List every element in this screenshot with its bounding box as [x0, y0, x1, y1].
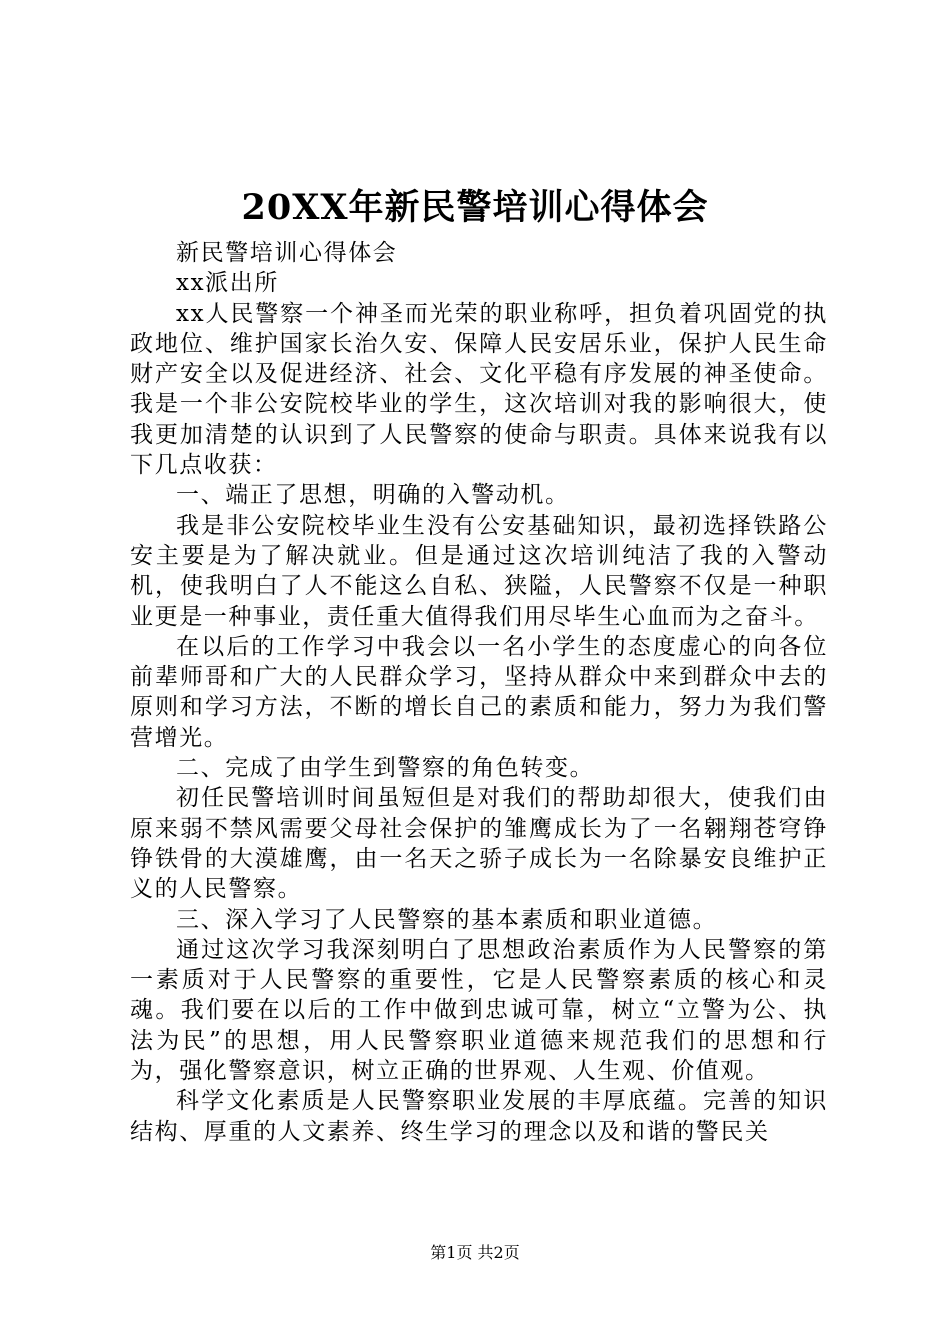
section-heading: 二、完成了由学生到警察的角色转变。: [176, 755, 595, 782]
page-footer: 第1页 共2页: [430, 1243, 520, 1262]
paragraph: xx派出所: [176, 270, 279, 297]
section-heading: 三、深入学习了人民警察的基本素质和职业道德。: [176, 906, 718, 933]
section-heading: 一、端正了思想，明确的入警动机。: [176, 482, 570, 509]
paragraph: xx人民警察一个神圣而光荣的职业称呼，担负着巩固党的执政地位、维护国家长治久安、保障人民安居乐业，保护人民生命财产安全以及促进经济、社会、文化平稳有序发展的神圣使命。我是一个非公安院校毕业的学生，这次培训对我的影响很大，使我更加清楚的认识到了人民警察的使命与职责。具体来说我有以下几点收获：: [130, 300, 828, 479]
paragraph: 我是非公安院校毕业生没有公安基础知识，最初选择铁路公安主要是为了解决就业。但是通过这次培训纯洁了我的入警动机，使我明白了人不能这么自私、狭隘，人民警察不仅是一种职业更是一种事业，责任重大值得我们用尽毕生心血而为之奋斗。: [130, 512, 828, 630]
paragraph: 通过这次学习我深刻明白了思想政治素质作为人民警察的第一素质对于人民警察的重要性，它是人民警察素质的核心和灵魂。我们要在以后的工作中做到忠诚可靠，树立“立警为公、执法为民”的思想，用人民警察职业道德来规范我们的思想和行为，强化警察意识，树立正确的世界观、人生观、价值观。: [130, 936, 828, 1085]
paragraph: 在以后的工作学习中我会以一名小学生的态度虚心的向各位前辈师哥和广大的人民群众学习，坚持从群众中来到群众中去的原则和学习方法，不断的增长自己的素质和能力，努力为我们警营增光。: [130, 633, 828, 751]
document-title: 20XX年新民警培训心得体会: [241, 187, 709, 228]
paragraph: 科学文化素质是人民警察职业发展的丰厚底蕴。完善的知识结构、厚重的人文素养、终生学习的理念以及和谐的警民关: [130, 1088, 828, 1145]
paragraph: 新民警培训心得体会: [176, 240, 398, 266]
document-body: [130, 238, 828, 1147]
paragraph: 初任民警培训时间虽短但是对我们的帮助却很大，使我们由原来弱不禁风需要父母社会保护的雏鹰成长为了一名翱翔苍穹铮铮铁骨的大漠雄鹰，由一名天之骄子成长为一名除暴安良维护正义的人民警察。: [130, 785, 828, 903]
